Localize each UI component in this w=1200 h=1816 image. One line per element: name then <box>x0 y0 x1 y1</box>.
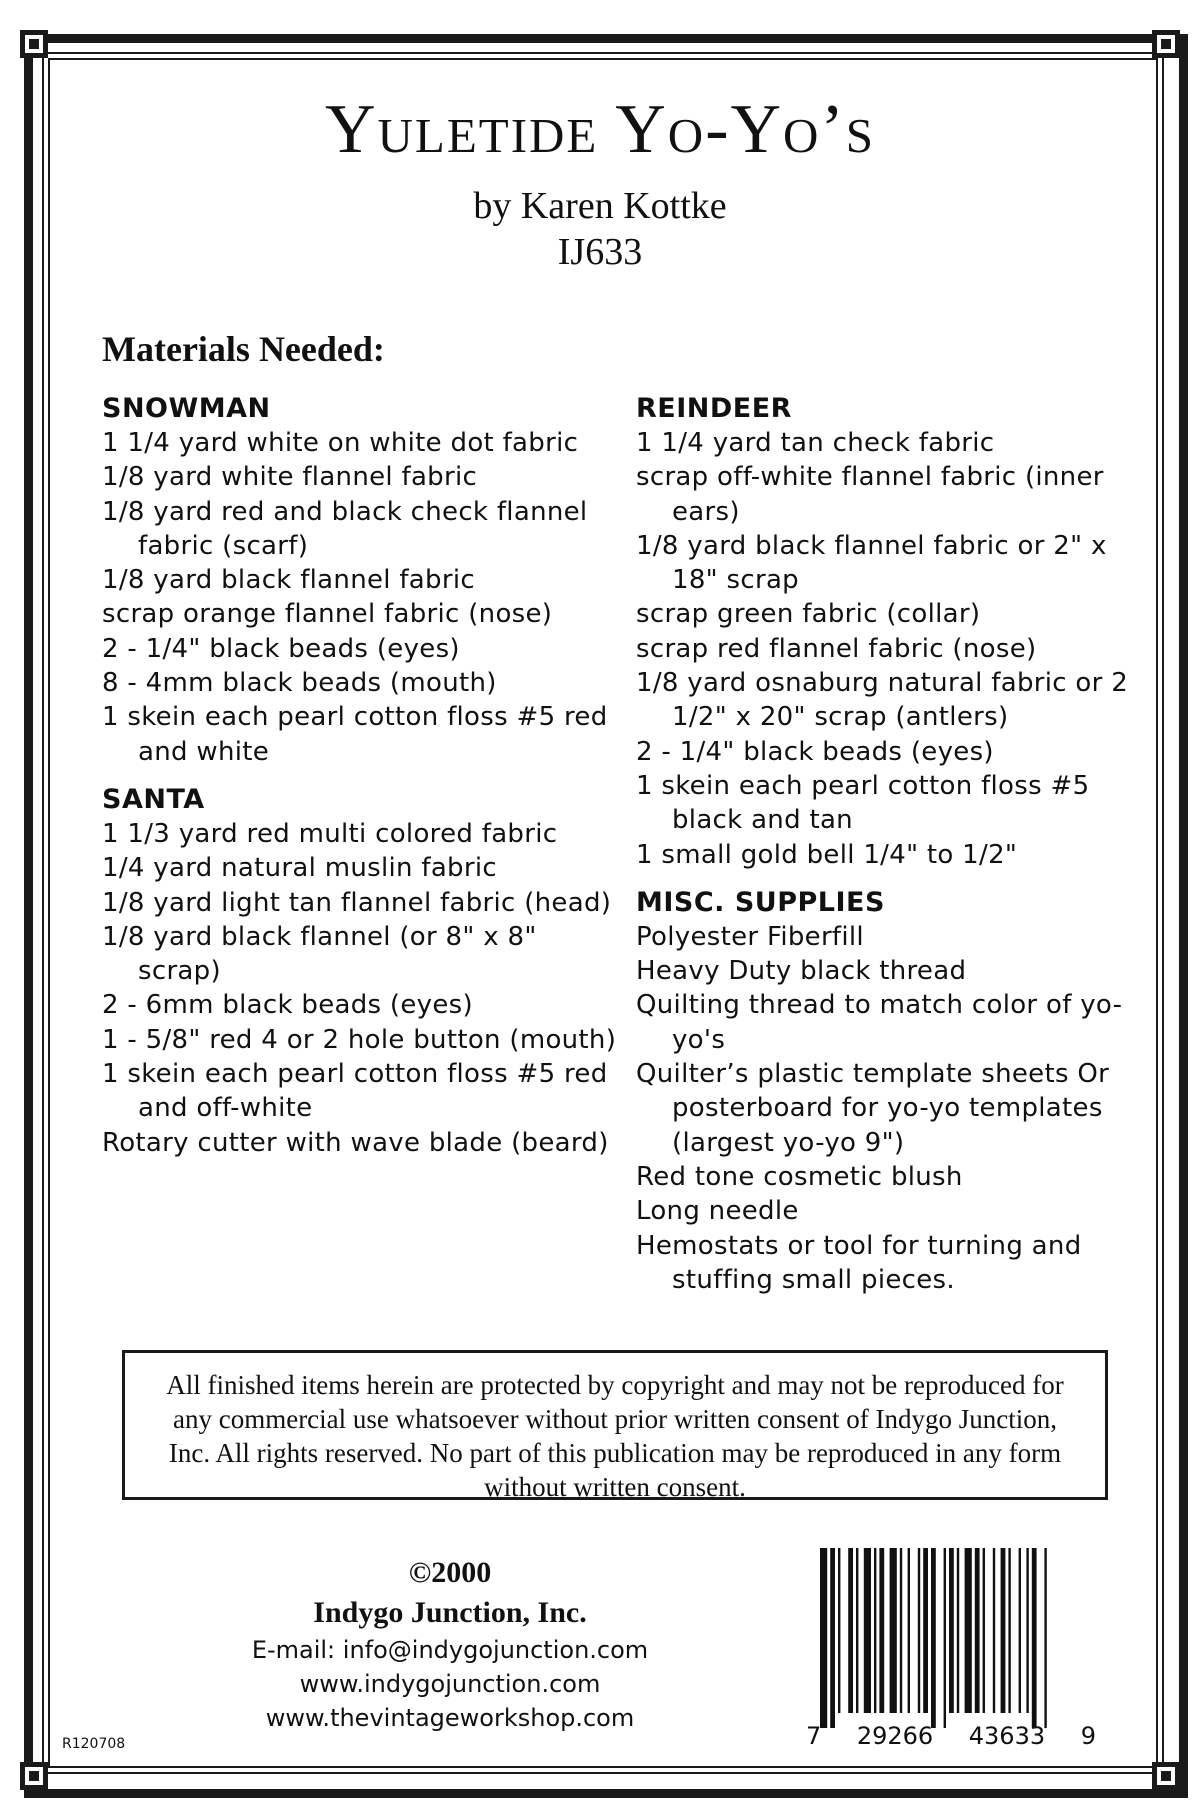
snowman-section-title: SNOWMAN <box>102 393 271 424</box>
barcode-bar <box>1026 1548 1028 1713</box>
list-item: 1 skein each pearl cotton floss #5 red and white <box>102 702 608 767</box>
barcode-bar <box>908 1548 910 1713</box>
list-item: 2 - 6mm black beads (eyes) <box>102 990 473 1021</box>
misc-supplies-section-title: MISC. SUPPLIES <box>636 886 885 918</box>
list-item: scrap green fabric (collar) <box>636 599 981 630</box>
revision-code: R120708 <box>62 1736 126 1752</box>
list-item: 1/8 yard osnaburg natural fabric or 2 1/2" x 20" scrap (antlers) <box>636 668 1129 733</box>
list-item: Polyester Fiberfill <box>636 921 864 952</box>
list-item: Quilting thread to match color of yo-yo's <box>636 990 1123 1055</box>
copyright-year: ©2000 <box>408 1556 492 1589</box>
corner-ornament-bottom-left <box>14 1756 54 1796</box>
barcode-number <box>806 1722 1096 1750</box>
list-item: 2 - 1/4" black beads (eyes) <box>636 736 994 767</box>
list-item: 1 small gold bell 1/4" to 1/2" <box>636 839 1018 870</box>
barcode-bar <box>923 1548 928 1713</box>
barcode-bar <box>1001 1548 1006 1713</box>
barcode-bar <box>864 1548 871 1713</box>
barcode-check-digit: 9 <box>1080 1722 1096 1750</box>
list-item: 1/8 yard black flannel fabric <box>102 565 475 596</box>
snowman-list <box>102 426 622 769</box>
page-title: Yuletide Yo-Yo’s <box>324 91 876 168</box>
barcode-bar <box>820 1548 827 1728</box>
upc-barcode <box>820 1548 1090 1728</box>
list-item: scrap red flannel fabric (nose) <box>636 633 1037 664</box>
barcode-bar <box>957 1548 959 1713</box>
barcode-bar <box>856 1548 858 1713</box>
corner-ornament-bottom-right <box>1146 1756 1186 1796</box>
barcode-bar <box>838 1548 840 1713</box>
list-item: 8 - 4mm black beads (mouth) <box>102 668 497 699</box>
list-item: Hemostats or tool for turning and stuffing small pieces. <box>636 1230 1082 1295</box>
barcode-bar <box>890 1548 897 1713</box>
website-link: www.indygojunction.com <box>299 1670 601 1698</box>
santa-list <box>102 817 622 1160</box>
barcode-bar <box>1019 1548 1021 1713</box>
copyright-notice-box: All finished items herein are protected by copyright and may not be reproduced for any commercial use whatsoever without prior written consent of Indygo Junction, Inc. All rights reserved. No part of this publication may be reproduced in any form without written consent. <box>122 1350 1108 1500</box>
list-item: Rotary cutter with wave blade (beard) <box>102 1127 609 1158</box>
corner-ornament-top-right <box>1146 24 1186 64</box>
materials-heading: Materials Needed: <box>102 329 385 369</box>
barcode-bar <box>944 1548 946 1728</box>
list-item: 1 1/3 yard red multi colored fabric <box>102 818 558 849</box>
barcode-bar <box>983 1548 985 1713</box>
list-item: 1 skein each pearl cotton floss #5 red and off-white <box>102 1059 608 1124</box>
list-item: Heavy Duty black thread <box>636 956 967 987</box>
barcode-group-2: 43633 <box>968 1722 1046 1750</box>
list-item: 1 1/4 yard tan check fabric <box>636 428 995 458</box>
barcode-left-digit: 7 <box>806 1722 822 1750</box>
list-item: Quilter’s plastic template sheets Or posterboard for yo-yo templates (largest yo-yo 9") <box>636 1059 1110 1158</box>
list-item: 1/4 yard natural muslin fabric <box>102 853 497 884</box>
barcode-bar <box>918 1548 920 1713</box>
list-item: 1/8 yard red and black check flannel fabric (scarf) <box>102 496 588 561</box>
misc-supplies-list <box>636 920 1136 1297</box>
pattern-code: IJ633 <box>557 231 643 273</box>
website-link: www.thevintageworkshop.com <box>265 1704 635 1732</box>
barcode-bar <box>848 1548 853 1713</box>
list-item: scrap off-white flannel fabric (inner ears) <box>636 462 1104 527</box>
author-byline: by Karen Kottke <box>473 185 727 227</box>
barcode-bar <box>1032 1548 1037 1728</box>
publisher-footer <box>200 1553 700 1735</box>
barcode-bar <box>1008 1548 1010 1713</box>
barcode-bar <box>879 1548 884 1713</box>
list-item: 1/8 yard light tan flannel fabric (head) <box>102 887 612 918</box>
left-column <box>102 392 622 1174</box>
list-item: 1/8 yard black flannel fabric or 2" x 18" scrap <box>636 530 1107 596</box>
list-item: scrap orange flannel fabric (nose) <box>102 599 553 630</box>
email-address: E-mail: info@indygojunction.com <box>251 1636 649 1664</box>
list-item: 1 1/4 yard white on white dot fabric <box>102 428 579 458</box>
barcode-bar <box>874 1548 876 1713</box>
barcode-bar <box>949 1548 954 1713</box>
barcode-bar <box>900 1548 902 1713</box>
santa-section-title: SANTA <box>102 783 205 815</box>
list-item: 1/8 yard black flannel (or 8" x 8" scrap) <box>102 921 537 987</box>
list-item: Long needle <box>636 1196 799 1227</box>
reindeer-section-title: REINDEER <box>636 393 792 424</box>
list-item: 1/8 yard white flannel fabric <box>102 462 478 493</box>
barcode-bar <box>1044 1548 1046 1728</box>
corner-ornament-top-left <box>14 24 54 64</box>
barcode-bar <box>931 1548 936 1728</box>
barcode-bar <box>965 1548 972 1713</box>
barcode-group-1: 29266 <box>856 1722 934 1750</box>
barcode-bar <box>993 1548 995 1713</box>
barcode-bars <box>820 1548 1090 1728</box>
list-item: Red tone cosmetic blush <box>636 1161 963 1192</box>
list-item: 1 skein each pearl cotton floss #5 black and tan <box>636 770 1090 836</box>
list-item: 1 - 5/8" red 4 or 2 hole button (mouth) <box>102 1024 617 1055</box>
right-column <box>636 392 1136 1311</box>
barcode-bar <box>830 1548 835 1728</box>
company-name: Indygo Junction, Inc. <box>313 1596 587 1629</box>
barcode-bar <box>975 1548 980 1713</box>
reindeer-list <box>636 426 1136 872</box>
list-item: 2 - 1/4" black beads (eyes) <box>102 633 460 664</box>
